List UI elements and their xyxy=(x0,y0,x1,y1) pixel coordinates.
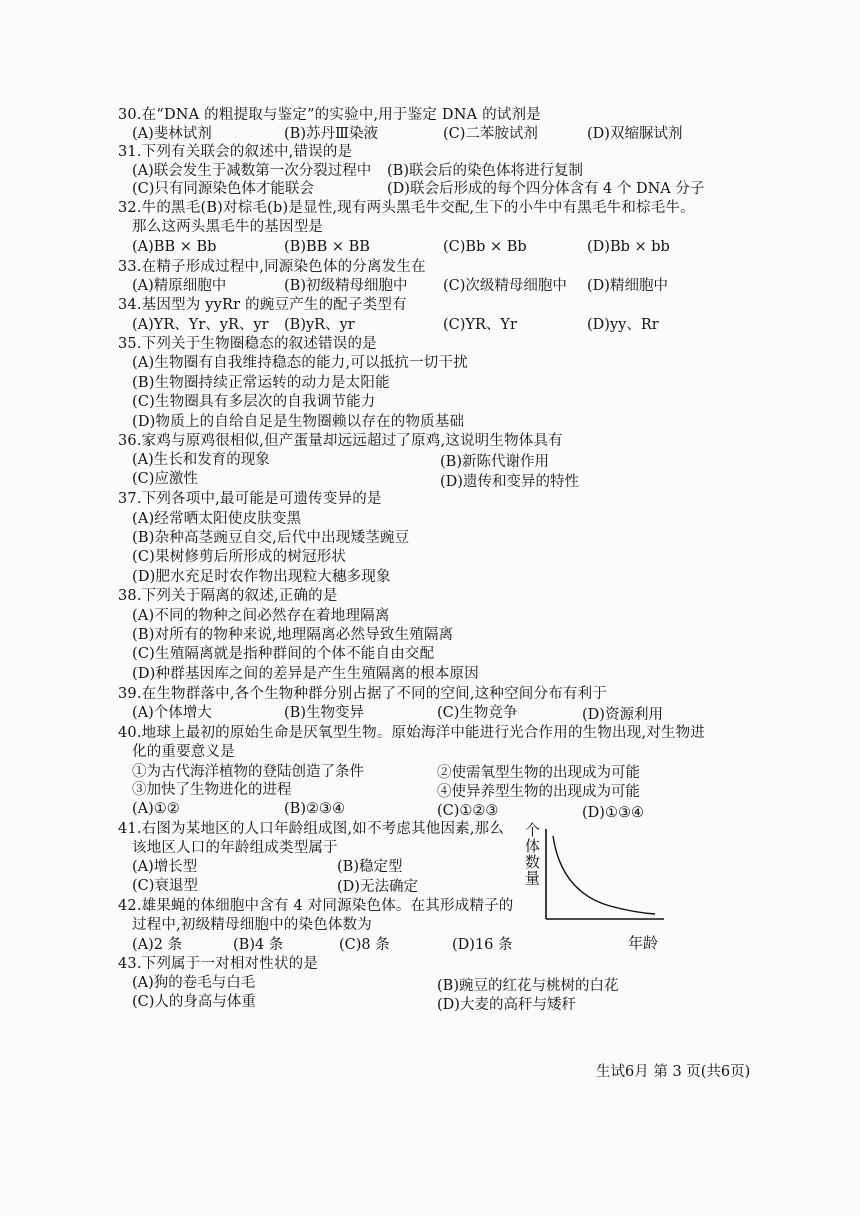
q36-option-d: (D)遗传和变异的特性 xyxy=(440,474,579,490)
q43-stem: 43.下列属于一对相对性状的是 xyxy=(118,956,319,972)
q34-option-a: (A)YR、Yr、yR、yr xyxy=(132,317,269,333)
q34-stem: 34.基因型为 yyRr 的豌豆产生的配子类型有 xyxy=(118,297,407,313)
q30-option-a: (A)斐林试剂 xyxy=(132,126,212,142)
q41-stem: 41.右图为某地区的人口年龄组成图,如不考虑其他因素,那么 xyxy=(118,821,505,837)
q32-option-b: (B)BB × BB xyxy=(284,239,370,255)
graph-ylabel-4: 量 xyxy=(525,869,541,887)
q31-option-a: (A)联会发生于减数第一次分裂过程中 xyxy=(132,163,372,179)
q40-statement-4: ④使异养型生物的出现成为可能 xyxy=(437,784,640,800)
q38-option-b: (B)对所有的物种来说,地理隔离必然导致生殖隔离 xyxy=(132,627,454,643)
q30-stem: 30.在“DNA 的粗提取与鉴定”的实验中,用于鉴定 DNA 的试剂是 xyxy=(118,107,541,123)
q36-option-c: (C)应激性 xyxy=(132,471,198,487)
q30-option-c: (C)二苯胺试剂 xyxy=(443,126,538,142)
q39-stem: 39.在生物群落中,各个生物种群分别占据了不同的空间,这种空间分布有利于 xyxy=(118,686,607,702)
q36-option-a: (A)生长和发育的现象 xyxy=(132,452,270,468)
graph-ylabel-1: 个 xyxy=(525,821,541,839)
q35-option-d: (D)物质上的自给自足是生物圈赖以存在的物质基础 xyxy=(132,414,465,430)
q37-option-a: (A)经常晒太阳使皮肤变黑 xyxy=(132,511,302,527)
q41-option-c: (C)衰退型 xyxy=(132,878,198,894)
q39-option-d: (D)资源利用 xyxy=(582,707,663,723)
q36-option-b: (B)新陈代谢作用 xyxy=(440,454,549,470)
q30-option-d: (D)双缩脲试剂 xyxy=(587,126,683,142)
page-footer: 生试6月 第 3 页(共6页) xyxy=(596,1064,751,1080)
q40-stem-cont: 化的重要意义是 xyxy=(132,744,235,760)
q39-option-a: (A)个体增大 xyxy=(132,705,212,721)
q31-option-c: (C)只有同源染色体才能联会 xyxy=(132,181,314,197)
q30-option-b: (B)苏丹Ⅲ染液 xyxy=(284,126,378,142)
q40-option-c: (C)①②③ xyxy=(437,803,499,819)
q34-option-c: (C)YR、Yr xyxy=(443,317,517,333)
q36-stem: 36.家鸡与原鸡很相似,但产蛋量却远远超过了原鸡,这说明生物体具有 xyxy=(118,433,563,449)
graph-curve xyxy=(553,836,655,914)
q33-option-c: (C)次级精母细胞中 xyxy=(443,278,567,294)
q32-stem-cont: 那么这两头黑毛牛的基因型是 xyxy=(132,219,324,235)
q41-option-a: (A)增长型 xyxy=(132,859,198,875)
q32-option-c: (C)Bb × Bb xyxy=(443,239,527,255)
q43-option-d: (D)大麦的高秆与矮秆 xyxy=(437,997,576,1013)
q35-option-c: (C)生物圈具有多层次的自我调节能力 xyxy=(132,394,376,410)
q37-option-d: (D)肥水充足时农作物出现粒大穗多现象 xyxy=(132,569,391,585)
q38-option-a: (A)不同的物种之间必然存在着地理隔离 xyxy=(132,608,390,624)
q40-statement-1: ①为古代海洋植物的登陆创造了条件 xyxy=(132,764,364,780)
q42-stem: 42.雄果蝇的体细胞中含有 4 对同源染色体。在其形成精子的 xyxy=(118,898,514,914)
q41-option-b: (B)稳定型 xyxy=(337,859,403,875)
q40-stem: 40.地球上最初的原始生命是厌氧型生物。原始海洋中能进行光合作用的生物出现,对生物进 xyxy=(118,725,706,741)
q37-option-c: (C)果树修剪后所形成的树冠形状 xyxy=(132,549,347,565)
q40-statement-3: ③加快了生物进化的进程 xyxy=(132,782,292,798)
q41-option-d: (D)无法确定 xyxy=(337,879,418,895)
q32-stem: 32.牛的黑毛(B)对棕毛(b)是显性,现有两头黑毛牛交配,生下的小牛中有黑毛牛和棕毛牛。 xyxy=(118,200,695,216)
q32-option-a: (A)BB × Bb xyxy=(132,239,217,255)
q40-statement-2: ②使需氧型生物的出现成为可能 xyxy=(437,765,640,781)
q38-option-c: (C)生殖隔离就是指种群间的个体不能自由交配 xyxy=(132,646,435,662)
q31-option-b: (B)联会后的染色体将进行复制 xyxy=(387,163,583,179)
q42-option-c: (C)8 条 xyxy=(339,937,390,953)
q39-option-c: (C)生物竞争 xyxy=(437,705,518,721)
q42-option-b: (B)4 条 xyxy=(233,937,284,953)
graph-xlabel: 年龄 xyxy=(628,934,659,952)
q32-option-d: (D)Bb × bb xyxy=(587,239,670,255)
q42-stem-cont: 过程中,初级精母细胞中的染色体数为 xyxy=(132,917,373,933)
q33-option-a: (A)精原细胞中 xyxy=(132,278,227,294)
q33-option-d: (D)精细胞中 xyxy=(587,278,668,294)
graph-ylabel-3: 数 xyxy=(525,853,541,871)
q34-option-b: (B)yR、yr xyxy=(284,317,355,333)
q37-option-b: (B)杂种高茎豌豆自交,后代中出现矮茎豌豆 xyxy=(132,530,410,546)
q41-stem-cont: 该地区人口的年龄组成类型属于 xyxy=(132,840,338,856)
q43-option-a: (A)狗的卷毛与白毛 xyxy=(132,975,256,991)
q33-option-b: (B)初级精母细胞中 xyxy=(284,278,408,294)
q34-option-d: (D)yy、Rr xyxy=(587,317,659,333)
q38-stem: 38.下列关于隔离的叙述,正确的是 xyxy=(118,588,338,604)
q40-option-b: (B)②③④ xyxy=(284,801,345,817)
q40-option-a: (A)①② xyxy=(132,801,180,817)
q31-option-d: (D)联会后形成的每个四分体含有 4 个 DNA 分子 xyxy=(387,181,705,197)
q40-option-d: (D)①③④ xyxy=(582,805,644,821)
q35-stem: 35.下列关于生物圈稳态的叙述错误的是 xyxy=(118,336,377,352)
q43-option-c: (C)人的身高与体重 xyxy=(132,994,256,1010)
q37-stem: 37.下列各项中,最可能是可遗传变异的是 xyxy=(118,491,382,507)
q43-option-b: (B)豌豆的红花与桃树的白花 xyxy=(437,978,619,994)
q38-option-d: (D)种群基因库之间的差异是产生生殖隔离的根本原因 xyxy=(132,666,479,682)
q33-stem: 33.在精子形成过程中,同源染色体的分离发生在 xyxy=(118,259,426,275)
q39-option-b: (B)生物变异 xyxy=(284,705,364,721)
q35-option-b: (B)生物圈持续正常运转的动力是太阳能 xyxy=(132,375,390,391)
graph-ylabel-2: 体 xyxy=(525,837,541,855)
q35-option-a: (A)生物圈有自我维持稳态的能力,可以抵抗一切干扰 xyxy=(132,355,468,371)
q42-option-d: (D)16 条 xyxy=(452,937,513,953)
q31-stem: 31.下列有关联会的叙述中,错误的是 xyxy=(118,144,353,160)
q42-option-a: (A)2 条 xyxy=(132,937,183,953)
